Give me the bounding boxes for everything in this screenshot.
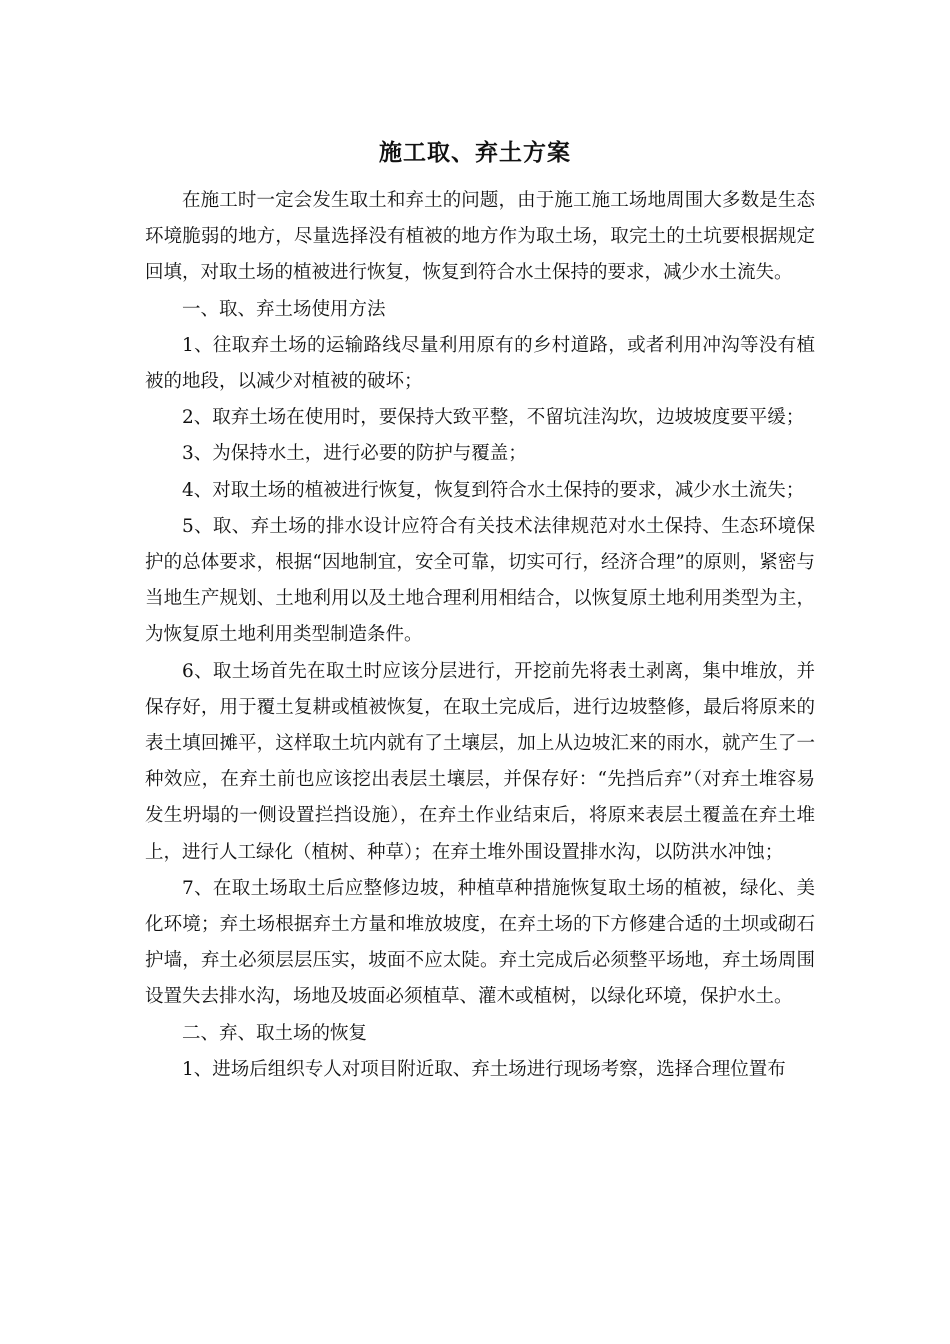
section-heading-restoration: 二、弃、取土场的恢复 bbox=[182, 1022, 368, 1044]
paragraph-item-5: 5、取、弃土场的排水设计应符合有关技术法律规范对水土保持、生态环境保护的总体要求，根据“因地制宜，安全可靠，切实可行，经济合理”的原则，紧密与当地生产规划、土地利用以及土地合理利用相结合，以恢复原土地利用类型为主，为恢复原土地利用类型制造条件。 bbox=[145, 515, 815, 646]
paragraph-item-1: 1、往取弃土场的运输路线尽量利用原有的乡村道路，或者利用冲沟等没有植被的地段，以减少对植被的破坏； bbox=[145, 334, 815, 393]
paragraph-item-7: 7、在取土场取土后应整修边坡，种植草种措施恢复取土场的植被，绿化、美化环境；弃土场根据弃土方量和堆放坡度，在弃土场的下方修建合适的土坝或砌石护墙，弃土必须层层压实，坡面不应太陡。弃土完成后必须整平场地，弃土场周围设置失去排水沟，场地及坡面必须植草、灌木或植树，以绿化环境，保护水土。 bbox=[145, 877, 815, 1008]
paragraph-restoration-item-1: 1、进场后组织专人对项目附近取、弃土场进行现场考察，选择合理位置布 bbox=[182, 1058, 786, 1080]
paragraph-item-2: 2、取弃土场在使用时，要保持大致平整，不留坑洼沟坎，边坡坡度要平缓； bbox=[182, 407, 805, 429]
paragraph-item-6: 6、取土场首先在取土时应该分层进行，开挖前先将表土剥离，集中堆放，并保存好，用于覆土复耕或植被恢复，在取土完成后，进行边坡整修，最后将原来的表土填回摊平，这样取土坑内就有了土壤层，加上从边坡汇来的雨水，就产生了一种效应，在弃土前也应该挖出表层土壤层，并保存好：“先挡后弃”（对弃土堆容易发生坍塌的一侧设置拦挡设施），在弃土作业结束后，将原来表层土覆盖在弃土堆上，进行人工绿化（植树、种草）；在弃土堆外围设置排水沟，以防洪水冲蚀； bbox=[145, 660, 815, 863]
paragraph-item-4: 4、对取土场的植被进行恢复，恢复到符合水土保持的要求，减少水土流失； bbox=[182, 479, 805, 501]
paragraph-intro: 在施工时一定会发生取土和弃土的问题，由于施工施工场地周围大多数是生态环境脆弱的地方，尽量选择没有植被的地方作为取土场，取完土的土坑要根据规定回填，对取土场的植被进行恢复，恢复到符合水土保持的要求，减少水土流失。 bbox=[145, 190, 815, 284]
document-body bbox=[145, 183, 815, 1088]
section-heading-usage: 一、取、弃土场使用方法 bbox=[182, 298, 386, 320]
document-title: 施工取、弃土方案 bbox=[379, 140, 571, 166]
paragraph-item-3: 3、为保持水土，进行必要的防护与覆盖； bbox=[182, 443, 527, 465]
